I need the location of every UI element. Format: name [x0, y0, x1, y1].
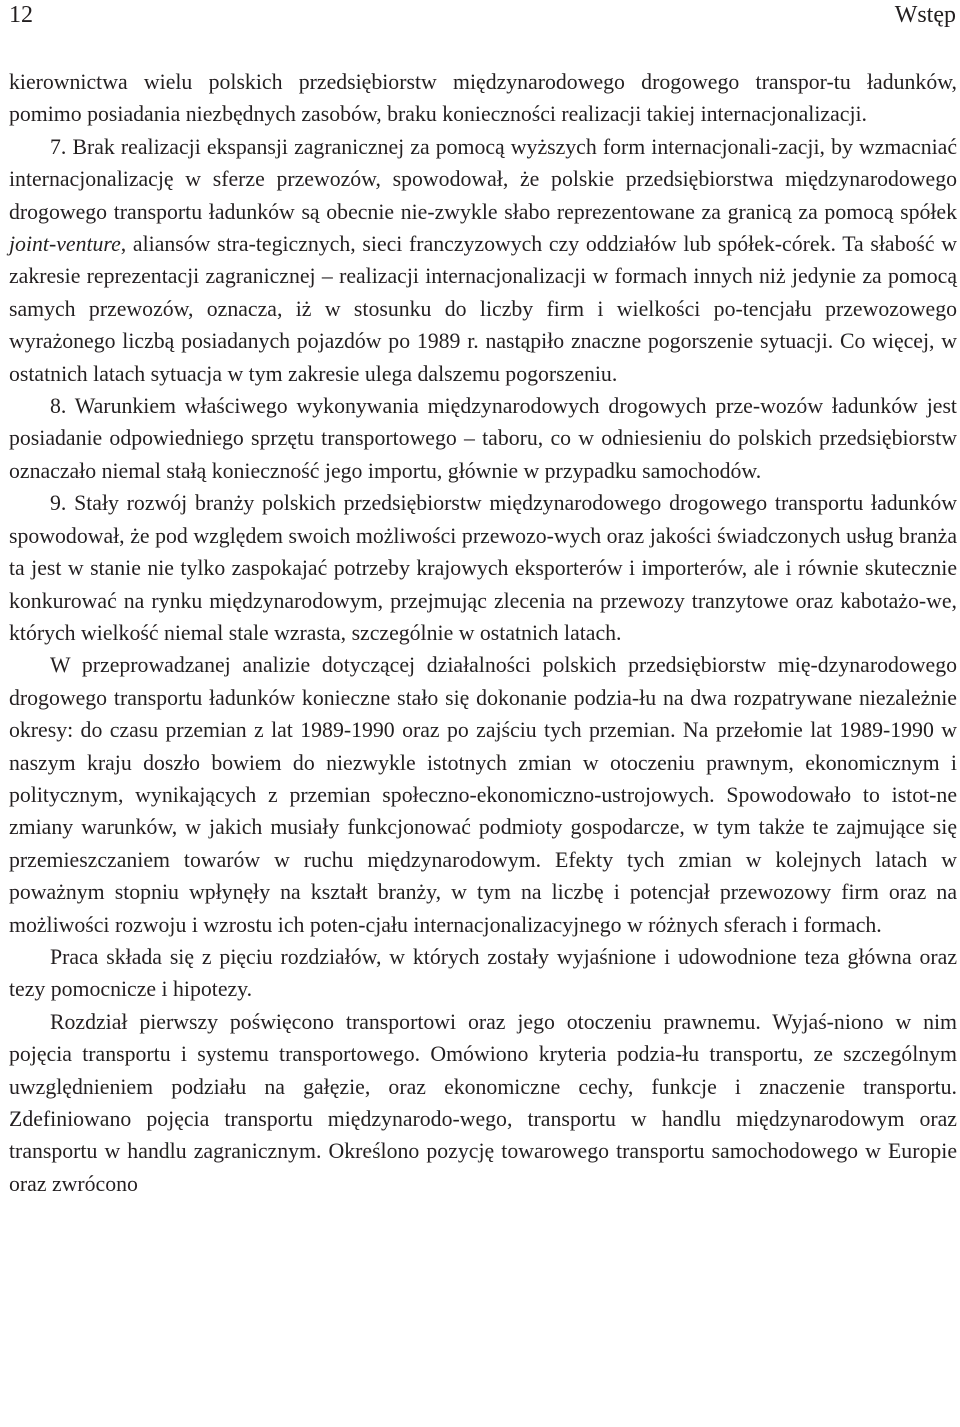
running-head: Wstęp	[894, 2, 956, 28]
paragraph-text: 7. Brak realizacji ekspansji zagranicznej za pomocą wyższych form internacjonali-zacji, by wzmacniać internacjonalizację w sferze przewozów, spowodował, że polskie przedsiębiorstwa międzynarodowego drogowego transportu ładunków są obecnie nie-zwykle słabo reprezentowane za granicą za pomocą spółek	[9, 134, 957, 224]
paragraph-chapter-one: Rozdział pierwszy poświęcono transportowi oraz jego otoczeniu prawnemu. Wyjaś-niono w nim pojęcia transportu i systemu transportowego. Omówiono kryteria podzia-łu transportu, ze szczególnym uwzględnieniem podziału na gałęzie, oraz ekonomiczne cechy, funkcje i znaczenie transportu. Zdefiniowano pojęcia transportu międzynarodo-wego, transportu w handlu międzynarodowym oraz transportu w handlu zagranicznym. Określono pozycję towarowego transportu samochodowego w Europie oraz zwrócono	[9, 1009, 957, 1196]
page-number: 12	[9, 2, 33, 28]
body-text	[9, 66, 957, 1200]
paragraph-point-7	[9, 131, 957, 390]
italic-term: joint-venture	[9, 232, 121, 257]
paragraph-continuation: kierownictwa wielu polskich przedsiębiorstw międzynarodowego drogowego transpor-tu ładunków, pomimo posiadania niezbędnych zasobów, braku konieczności realizacji takiej internacjonalizacji.	[9, 70, 957, 127]
paragraph-text: , aliansów stra-tegicznych, sieci franczyzowych czy oddziałów lub spółek-córek. Ta słabość w zakresie reprezentacji zagranicznej – realizacji internacjonalizacji w formach innych niż jedynie za pomocą samych przewozów, oznacza, iż w stosunku do liczby firm i wielkości po-tencjału przewozowego wyrażonego liczbą posiadanych pojazdów po 1989 r. nastąpiło znaczne pogorszenie sytuacji. Co więcej, w ostatnich latach sytuacja w tym zakresie ulega dalszemu pogorszeniu.	[9, 232, 957, 386]
paragraph-point-9: 9. Stały rozwój branży polskich przedsiębiorstw międzynarodowego drogowego transportu ładunków spowodował, że pod względem swoich możliwości przewozo-wych oraz jakości świadczonych usług branża ta jest w stanie nie tylko zaspokajać potrzeby krajowych eksporterów i importerów, ale i równie skutecznie konkurować na rynku międzynarodowym, przejmując zlecenia na przewozy tranzytowe oraz kabotażo-we, których wielkość niemal stale wzrasta, szczególnie w ostatnich latach.	[9, 491, 957, 645]
paragraph-point-8: 8. Warunkiem właściwego wykonywania międzynarodowych drogowych prze-wozów ładunków jest posiadanie odpowiedniego sprzętu transportowego – taboru, co w odniesieniu do polskich przedsiębiorstw oznaczało niemal stałą konieczność jego importu, głównie w przypadku samochodów.	[9, 394, 957, 483]
paragraph-structure: Praca składa się z pięciu rozdziałów, w których zostały wyjaśnione i udowodnione teza główna oraz tezy pomocnicze i hipotezy.	[9, 944, 957, 1002]
paragraph-analysis: W przeprowadzanej analizie dotyczącej działalności polskich przedsiębiorstw mię-dzynarodowego drogowego transportu ładunków konieczne stało się dokonanie podzia-łu na dwa rozpatrywane niezależnie okresy: do czasu przemian z lat 1989-1990 oraz po zajściu tych przemian. Na przełomie lat 1989-1990 w naszym kraju doszło bowiem do niezwykle istotnych zmian w otoczeniu prawnym, ekonomicznym i politycznym, wynikających z przemian społeczno-ekonomiczno-ustrojowych. Spowodowało to istot-ne zmiany warunków, w jakich musiały funkcjonować podmioty gospodarcze, w tym także te zajmujące się przemieszczaniem towarów w ruchu międzynarodowym. Efekty tych zmian w kolejnych latach w poważnym stopniu wpłynęły na kształt branży, w tym na liczbę i potencjał przewozowy firm oraz na możliwości rozwoju i wzrostu ich poten-cjału internacjonalizacyjnego w różnych sferach i formach.	[9, 653, 957, 937]
page-header	[0, 0, 960, 34]
